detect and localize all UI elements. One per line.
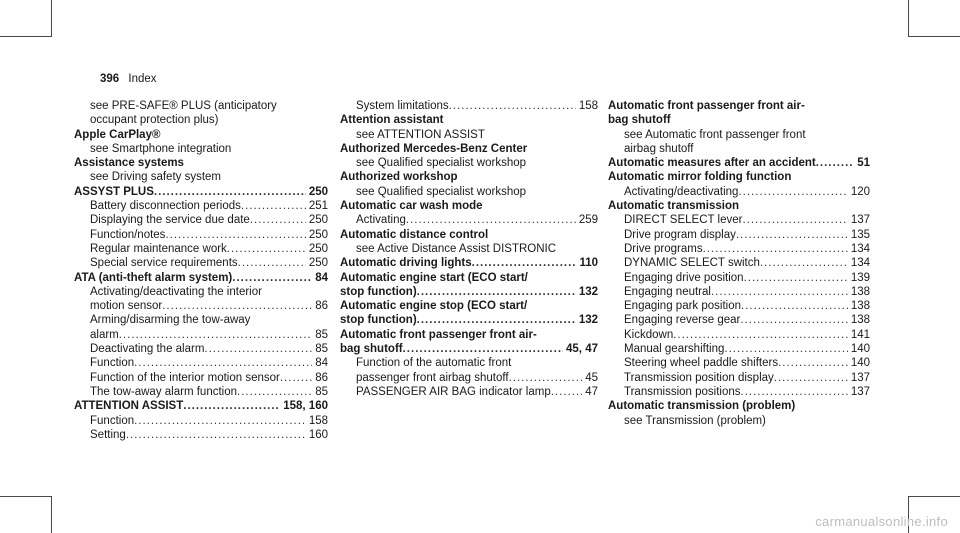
index-entry — [608, 299, 870, 313]
index-entry — [340, 199, 598, 213]
entry-page-number[interactable]: 85 — [315, 328, 328, 341]
entry-text: Special service requirements — [90, 257, 238, 270]
page-number: 396 — [100, 73, 120, 85]
section-title: Index — [128, 73, 157, 85]
index-entry — [608, 99, 870, 113]
entry-text: Automatic front passenger front air- — [340, 328, 537, 341]
index-entry — [608, 156, 870, 170]
entry-page-number[interactable]: 250 — [308, 185, 328, 198]
entry-page-number[interactable]: 45, 47 — [566, 343, 598, 356]
leader-dots — [778, 356, 848, 370]
entry-text: bag shutoff — [340, 343, 403, 356]
leader-dots — [724, 342, 847, 356]
entry-text: Transmission positions — [624, 385, 741, 398]
leader-dots — [472, 256, 577, 270]
leader-dots — [673, 328, 848, 342]
entry-page-number[interactable]: 250 — [308, 257, 328, 270]
entry-page-number[interactable]: 134 — [850, 257, 870, 270]
entry-text: Engaging reverse gear — [624, 314, 741, 327]
entry-page-number[interactable]: 137 — [850, 371, 870, 384]
leader-dots — [241, 199, 306, 213]
index-entry — [74, 228, 328, 242]
index-entry — [74, 285, 328, 299]
leader-dots — [760, 256, 848, 270]
leader-dots — [741, 385, 848, 399]
index-entry — [608, 414, 870, 428]
entry-text: ATA (anti-theft alarm system) — [74, 271, 233, 284]
entry-text: Kickdown — [624, 328, 674, 341]
leader-dots — [509, 371, 583, 385]
watermark: carmanualsonline.info — [815, 514, 948, 529]
entry-text: PASSENGER AIR BAG indicator lamp — [356, 385, 551, 398]
entry-page-number[interactable]: 132 — [578, 314, 598, 327]
leader-dots — [406, 213, 576, 227]
entry-page-number[interactable]: 138 — [850, 314, 870, 327]
index-entry — [74, 313, 328, 327]
entry-text: Activating/deactivating — [624, 185, 739, 198]
index-entry — [74, 414, 328, 428]
index-entry — [608, 185, 870, 199]
entry-page-number[interactable]: 158 — [578, 100, 598, 112]
index-column-2 — [340, 99, 598, 399]
entry-page-number[interactable]: 140 — [850, 343, 870, 356]
leader-dots — [227, 242, 306, 256]
index-entry — [74, 399, 328, 413]
leader-dots — [774, 371, 848, 385]
entry-page-number[interactable]: 160 — [308, 428, 328, 441]
index-entry — [608, 199, 870, 213]
leader-dots — [711, 285, 848, 299]
entry-page-number[interactable]: 84 — [315, 357, 328, 370]
entry-text: airbag shutoff — [624, 142, 694, 155]
index-entry — [340, 285, 598, 299]
page-header — [100, 73, 157, 85]
index-entry — [340, 170, 598, 184]
entry-page-number[interactable]: 110 — [579, 257, 598, 270]
entry-text: Battery disconnection periods — [90, 200, 241, 213]
entry-text: System limitations — [356, 100, 449, 112]
index-entry — [608, 170, 870, 184]
entry-text: see ATTENTION ASSIST — [356, 128, 485, 141]
index-entry — [340, 185, 598, 199]
index-entry — [74, 371, 328, 385]
entry-page-number[interactable]: 137 — [850, 214, 870, 227]
leader-dots — [183, 399, 280, 413]
entry-text: alarm — [90, 328, 119, 341]
leader-dots — [204, 342, 312, 356]
leader-dots — [816, 156, 854, 170]
index-entry — [340, 385, 598, 399]
entry-page-number[interactable]: 47 — [585, 385, 598, 398]
index-entry — [74, 99, 328, 113]
leader-dots — [134, 356, 312, 370]
entry-text: Authorized Mercedes-Benz Center — [340, 142, 528, 155]
index-entry — [74, 156, 328, 170]
leader-dots — [134, 414, 306, 428]
entry-text: Assistance systems — [74, 157, 184, 170]
entry-text: Automatic engine stop (ECO start/ — [340, 300, 528, 313]
entry-text: occupant protection plus) — [90, 114, 219, 127]
entry-text: Function — [90, 357, 135, 370]
entry-text: stop function) — [340, 285, 417, 298]
index-entry — [608, 342, 870, 356]
entry-page-number[interactable]: 138 — [850, 300, 870, 313]
leader-dots — [740, 313, 847, 327]
leader-dots — [154, 185, 306, 199]
leader-dots — [744, 271, 848, 285]
index-entry — [608, 228, 870, 242]
entry-text: Automatic transmission (problem) — [608, 400, 796, 413]
index-entry — [608, 113, 870, 127]
index-entry — [608, 313, 870, 327]
index-entry — [608, 371, 870, 385]
index-entry — [74, 299, 328, 313]
entry-page-number[interactable]: 250 — [308, 228, 328, 241]
leader-dots — [449, 99, 576, 113]
leader-dots — [165, 228, 305, 242]
index-entry — [74, 199, 328, 213]
entry-page-number[interactable]: 84 — [315, 271, 328, 284]
index-entry — [608, 128, 870, 142]
index-entry — [608, 356, 870, 370]
entry-text: Regular maintenance work — [90, 242, 227, 255]
index-entry — [608, 271, 870, 285]
index-entry — [74, 128, 328, 142]
index-entry — [74, 242, 328, 256]
entry-text: Setting — [90, 428, 126, 441]
crop-mark — [51, 496, 52, 533]
entry-text: Drive program display — [624, 228, 736, 241]
index-entry — [340, 113, 598, 127]
entry-text: Function/notes — [90, 228, 166, 241]
leader-dots — [280, 371, 312, 385]
entry-text: Transmission position display — [624, 371, 774, 384]
crop-mark — [908, 496, 960, 497]
entry-text: see PRE-SAFE® PLUS (anticipatory — [90, 100, 277, 112]
index-entry — [74, 385, 328, 399]
index-entry — [74, 256, 328, 270]
entry-page-number[interactable]: 158 — [308, 414, 328, 427]
entry-page-number[interactable]: 85 — [315, 385, 328, 398]
index-entry — [340, 256, 598, 270]
leader-dots — [741, 299, 848, 313]
entry-text: passenger front airbag shutoff — [356, 371, 509, 384]
index-entry — [74, 428, 328, 442]
entry-text: see Active Distance Assist DISTRONIC — [356, 242, 557, 255]
entry-text: Displaying the service due date — [90, 214, 250, 227]
entry-page-number[interactable]: 139 — [850, 271, 870, 284]
crop-mark — [908, 0, 909, 37]
leader-dots — [736, 228, 848, 242]
entry-page-number[interactable]: 85 — [315, 343, 328, 356]
index-entry — [340, 128, 598, 142]
crop-mark — [51, 0, 52, 37]
index-entry — [74, 170, 328, 184]
entry-text: see Qualified specialist workshop — [356, 185, 527, 198]
index-entry — [340, 99, 598, 113]
index-entry — [340, 242, 598, 256]
entry-text: Function of the automatic front — [356, 357, 512, 370]
entry-page-number[interactable]: 134 — [850, 242, 870, 255]
entry-text: DIRECT SELECT lever — [624, 214, 743, 227]
leader-dots — [238, 256, 306, 270]
index-entry — [608, 142, 870, 156]
leader-dots — [119, 328, 312, 342]
index-entry — [74, 342, 328, 356]
entry-page-number[interactable]: 86 — [315, 371, 328, 384]
index-entry — [608, 213, 870, 227]
entry-text: Activating/deactivating the interior — [90, 285, 262, 298]
entry-text: see Automatic front passenger front — [624, 128, 806, 141]
index-entry — [74, 213, 328, 227]
index-entry — [340, 142, 598, 156]
leader-dots — [126, 428, 306, 442]
entry-text: Engaging neutral — [624, 285, 711, 298]
entry-text: Deactivating the alarm — [90, 343, 205, 356]
index-entry — [340, 342, 598, 356]
leader-dots — [237, 385, 312, 399]
entry-page-number[interactable]: 120 — [850, 185, 870, 198]
entry-text: see Driving safety system — [90, 171, 222, 184]
index-entry — [340, 213, 598, 227]
entry-page-number[interactable]: 135 — [850, 228, 870, 241]
leader-dots — [250, 213, 306, 227]
entry-page-number[interactable]: 138 — [850, 285, 870, 298]
leader-dots — [162, 299, 312, 313]
entry-text: Engaging park position — [624, 300, 741, 313]
entry-text: see Smartphone integration — [90, 142, 232, 155]
crop-mark — [0, 496, 52, 497]
entry-text: DYNAMIC SELECT switch — [624, 257, 760, 270]
index-entry — [608, 285, 870, 299]
entry-page-number[interactable]: 137 — [850, 385, 870, 398]
entry-text: The tow-away alarm function — [90, 385, 238, 398]
entry-text: stop function) — [340, 314, 417, 327]
entry-text: Engaging drive position — [624, 271, 744, 284]
index-entry — [608, 385, 870, 399]
index-entry — [74, 328, 328, 342]
index-entry — [74, 271, 328, 285]
entry-text: Activating — [356, 214, 406, 227]
crop-mark — [0, 36, 52, 37]
entry-text: Automatic transmission — [608, 200, 739, 213]
entry-page-number[interactable]: 251 — [308, 200, 328, 213]
index-entry — [608, 256, 870, 270]
entry-text: see Qualified specialist workshop — [356, 157, 527, 170]
entry-text: Automatic measures after an accident — [608, 157, 816, 170]
entry-page-number[interactable]: 259 — [578, 214, 598, 227]
entry-page-number[interactable]: 51 — [857, 157, 870, 170]
entry-text: Attention assistant — [340, 114, 444, 127]
leader-dots — [738, 185, 847, 199]
index-entry — [340, 228, 598, 242]
entry-text: Automatic engine start (ECO start/ — [340, 271, 528, 284]
index-column-1 — [74, 99, 328, 442]
leader-dots — [703, 242, 848, 256]
leader-dots — [232, 271, 312, 285]
entry-page-number[interactable]: 250 — [308, 214, 328, 227]
entry-page-number[interactable]: 141 — [850, 328, 870, 341]
index-entry — [340, 356, 598, 370]
entry-text: Automatic distance control — [340, 228, 489, 241]
entry-text: Steering wheel paddle shifters — [624, 357, 779, 370]
entry-page-number[interactable]: 132 — [578, 285, 598, 298]
entry-text: see Transmission (problem) — [624, 414, 766, 427]
entry-page-number[interactable]: 158, 160 — [283, 400, 328, 413]
index-entry — [608, 399, 870, 413]
index-entry — [340, 271, 598, 285]
index-entry — [74, 113, 328, 127]
index-column-3 — [608, 99, 870, 428]
entry-page-number[interactable]: 86 — [315, 300, 328, 313]
entry-text: Automatic driving lights — [340, 257, 472, 270]
entry-text: Arming/disarming the tow-away — [90, 314, 251, 327]
entry-text: ATTENTION ASSIST — [74, 400, 184, 413]
leader-dots — [417, 285, 576, 299]
index-entry — [340, 371, 598, 385]
crop-mark — [908, 36, 960, 37]
leader-dots — [417, 313, 576, 327]
entry-text: Manual gearshifting — [624, 343, 725, 356]
index-entry — [74, 185, 328, 199]
leader-dots — [551, 385, 582, 399]
entry-text: Function — [90, 414, 135, 427]
leader-dots — [742, 213, 847, 227]
index-entry — [608, 242, 870, 256]
leader-dots — [403, 342, 563, 356]
index-entry — [340, 328, 598, 342]
entry-text: Authorized workshop — [340, 171, 458, 184]
entry-page-number[interactable]: 140 — [850, 357, 870, 370]
entry-text: Automatic front passenger front air- — [608, 100, 805, 112]
entry-text: Drive programs — [624, 242, 703, 255]
index-entry — [74, 356, 328, 370]
entry-text: Automatic car wash mode — [340, 200, 483, 213]
entry-page-number[interactable]: 45 — [585, 371, 598, 384]
entry-text: Apple CarPlay® — [74, 128, 161, 141]
entry-text: bag shutoff — [608, 114, 671, 127]
entry-page-number[interactable]: 250 — [308, 242, 328, 255]
entry-text: Function of the interior motion sensor — [90, 371, 280, 384]
index-entry — [340, 299, 598, 313]
entry-text: ASSYST PLUS — [74, 185, 154, 198]
index-entry — [340, 156, 598, 170]
entry-text: motion sensor — [90, 300, 163, 313]
entry-text: Automatic mirror folding function — [608, 171, 792, 184]
index-entry — [608, 328, 870, 342]
index-entry — [74, 142, 328, 156]
index-entry — [340, 313, 598, 327]
